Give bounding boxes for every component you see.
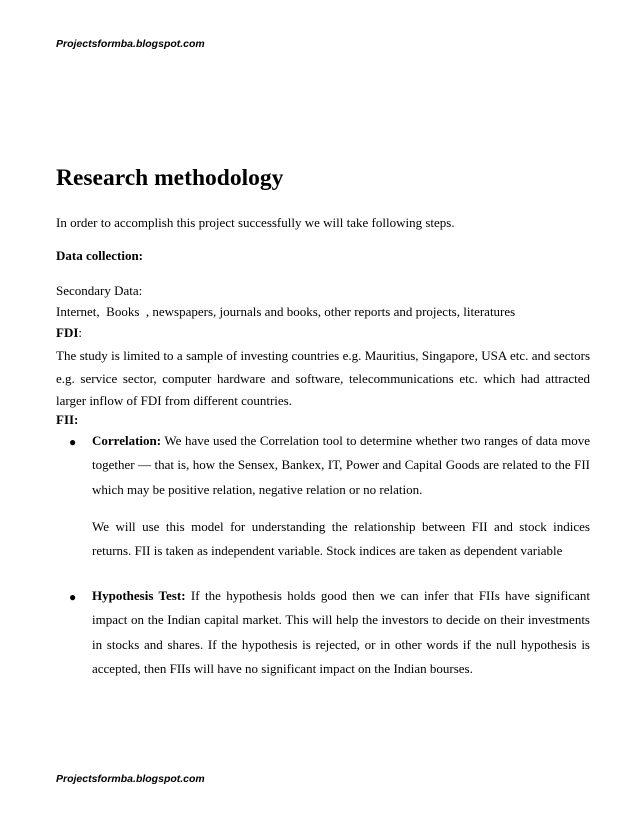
fdi-heading-line xyxy=(56,325,82,341)
fdi-colon: : xyxy=(78,325,83,340)
fdi-heading: FDI xyxy=(56,325,79,340)
hypothesis-test-label: Hypothesis Test: xyxy=(92,588,186,603)
fii-heading: FII: xyxy=(56,412,79,427)
page-footer-site: Projectsformba.blogspot.com xyxy=(56,773,205,785)
list-item-correlation xyxy=(92,429,590,502)
correlation-text: We have used the Correlation tool to determine whether two ranges of data move together — that is, how the Sensex, Bankex, IT, Power and Capital Goods are related to the FII which may be positive relation, negative relation or no relation. xyxy=(92,433,590,497)
hypothesis-test-text: If the hypothesis holds good then we can infer that FIIs have significant impact on the Indian capital market. This will help the investors to decide on their investments in stocks and shares. If the hypothesis is rejected, or in other words if the null hypothesis is accepted, then FIIs will have no significant impact on the Indian bourses. xyxy=(92,588,590,676)
fdi-paragraph: The study is limited to a sample of investing countries e.g. Mauritius, Singapore, USA etc. and sectors e.g. service sector, computer hardware and software, telecommunications etc. which had attracted larger inflow of FDI from different countries. xyxy=(56,348,590,408)
list-item-hypothesis-test xyxy=(92,584,590,681)
page-title: Research methodology xyxy=(56,165,284,191)
correlation-model-paragraph: We will use this model for understanding the relationship between FII and stock indices returns. FII is taken as independent variable. Stock indices are taken as dependent variable xyxy=(92,519,590,559)
secondary-data-label: Secondary Data: xyxy=(56,283,143,298)
page-header-site: Projectsformba.blogspot.com xyxy=(56,38,205,50)
intro-paragraph: In order to accomplish this project successfully we will take following steps. xyxy=(56,215,455,230)
data-collection-heading: Data collection: xyxy=(56,248,144,263)
correlation-label: Correlation: xyxy=(92,433,162,448)
bullet-icon: ● xyxy=(69,435,77,449)
bullet-icon: ● xyxy=(69,590,77,604)
secondary-data-sources: Internet, Books , newspapers, journals and books, other reports and projects, literatures xyxy=(56,304,516,319)
